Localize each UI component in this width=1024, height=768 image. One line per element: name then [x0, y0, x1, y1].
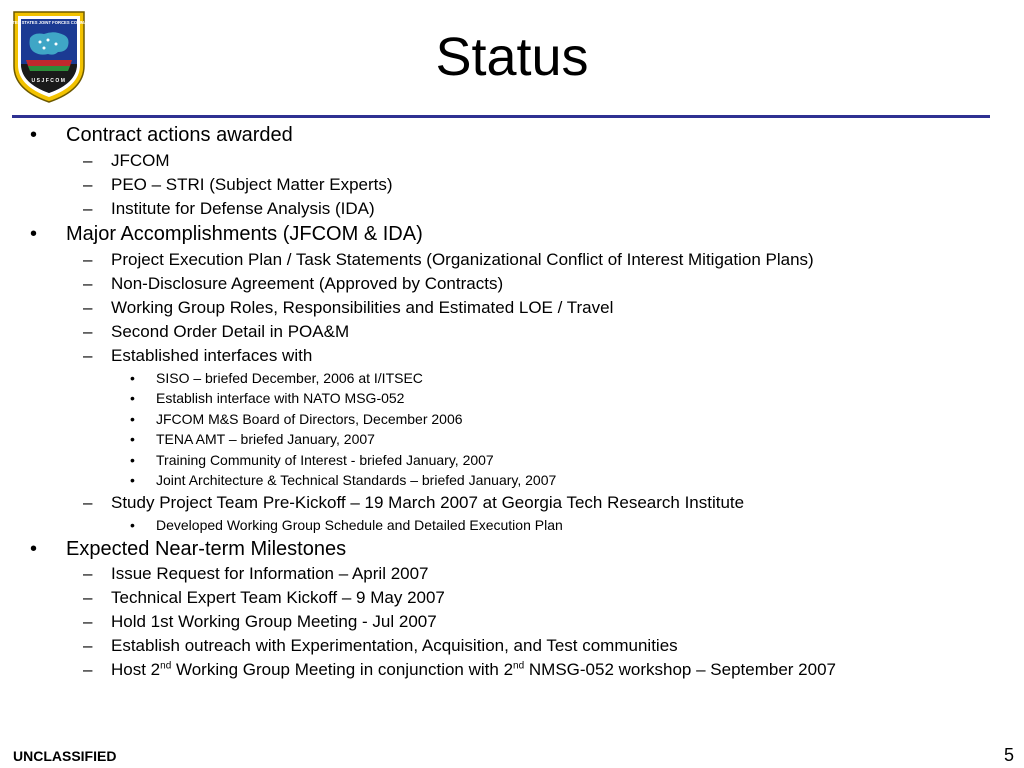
logo-bottom-text: USJFCOM: [31, 78, 67, 84]
sub-bullet-text: [111, 660, 836, 680]
dash-marker: –: [83, 612, 93, 631]
sub-bullet-text: JFCOM: [111, 151, 170, 170]
sub-bullet-text: PEO – STRI (Subject Matter Experts): [111, 175, 393, 194]
dash-marker: –: [83, 151, 93, 170]
dash-marker: –: [83, 636, 93, 655]
classification-label: UNCLASSIFIED: [13, 748, 117, 764]
bullet-marker: •: [130, 472, 135, 488]
text-part: Working Group Meeting in conjunction with 2: [171, 660, 514, 679]
dash-marker: –: [83, 660, 93, 679]
dash-marker: –: [83, 493, 93, 512]
bullet-marker: •: [130, 431, 135, 447]
dash-marker: –: [83, 298, 93, 317]
dash-marker: –: [83, 588, 93, 607]
sub-bullet-text: Technical Expert Team Kickoff – 9 May 2007: [111, 588, 445, 607]
page-number: 5: [1003, 745, 1014, 765]
sub-bullet-text: Project Execution Plan / Task Statements (Organizational Conflict of Interest Mitigation Plans): [111, 250, 814, 269]
superscript: nd: [160, 660, 172, 672]
dash-marker: –: [83, 175, 93, 194]
text-part: Host 2: [111, 660, 161, 679]
bullet-marker: •: [130, 411, 135, 427]
sub-bullet-text: Hold 1st Working Group Meeting - Jul 2007: [111, 612, 437, 631]
sub-sub-bullet-text: JFCOM M&S Board of Directors, December 2006: [156, 411, 463, 427]
sub-sub-bullet-text: SISO – briefed December, 2006 at I/ITSEC: [156, 370, 423, 386]
title-rule: [12, 115, 990, 118]
sub-sub-bullet-text: Training Community of Interest - briefed January, 2007: [156, 452, 494, 468]
sub-bullet-text: Study Project Team Pre-Kickoff – 19 March 2007 at Georgia Tech Research Institute: [111, 493, 745, 512]
bullet-marker: •: [30, 124, 38, 146]
sub-bullet-text: Working Group Roles, Responsibilities and Estimated LOE / Travel: [111, 298, 614, 317]
dash-marker: –: [83, 322, 93, 341]
sub-bullet-text: Established interfaces with: [111, 346, 313, 365]
dash-marker: –: [83, 250, 93, 269]
dash-marker: –: [83, 199, 93, 218]
sub-sub-bullet-text: TENA AMT – briefed January, 2007: [156, 431, 375, 447]
bullet-marker: •: [130, 452, 135, 468]
logo-top-text: UNITED STATES JOINT FORCES COMMAND: [4, 20, 94, 25]
sub-sub-bullet-text: Developed Working Group Schedule and Detailed Execution Plan: [156, 517, 563, 533]
bullet-marker: •: [130, 390, 135, 406]
bullet-marker: •: [30, 538, 38, 560]
text-part: NMSG-052 workshop – September 2007: [524, 660, 836, 679]
bullet-text: Contract actions awarded: [66, 124, 293, 146]
sub-bullet-text: Second Order Detail in POA&M: [111, 322, 350, 341]
bullet-text: Expected Near-term Milestones: [66, 538, 347, 560]
sub-bullet-text: Issue Request for Information – April 2007: [111, 564, 429, 583]
sub-bullet-text: Establish outreach with Experimentation, Acquisition, and Test communities: [111, 636, 678, 655]
bullet-marker: •: [130, 517, 135, 533]
superscript: nd: [513, 660, 525, 672]
dash-marker: –: [83, 346, 93, 365]
sub-bullet-text: Non-Disclosure Agreement (Approved by Contracts): [111, 274, 504, 293]
dash-marker: –: [83, 274, 93, 293]
bullet-marker: •: [130, 370, 135, 386]
sub-sub-bullet-text: Establish interface with NATO MSG-052: [156, 390, 405, 406]
slide-title: Status: [435, 27, 589, 87]
dash-marker: –: [83, 564, 93, 583]
bullet-marker: •: [30, 223, 38, 245]
sub-sub-bullet-text: Joint Architecture & Technical Standards – briefed January, 2007: [156, 472, 557, 488]
bullet-text: Major Accomplishments (JFCOM & IDA): [66, 223, 423, 245]
sub-bullet-text: Institute for Defense Analysis (IDA): [111, 199, 375, 218]
